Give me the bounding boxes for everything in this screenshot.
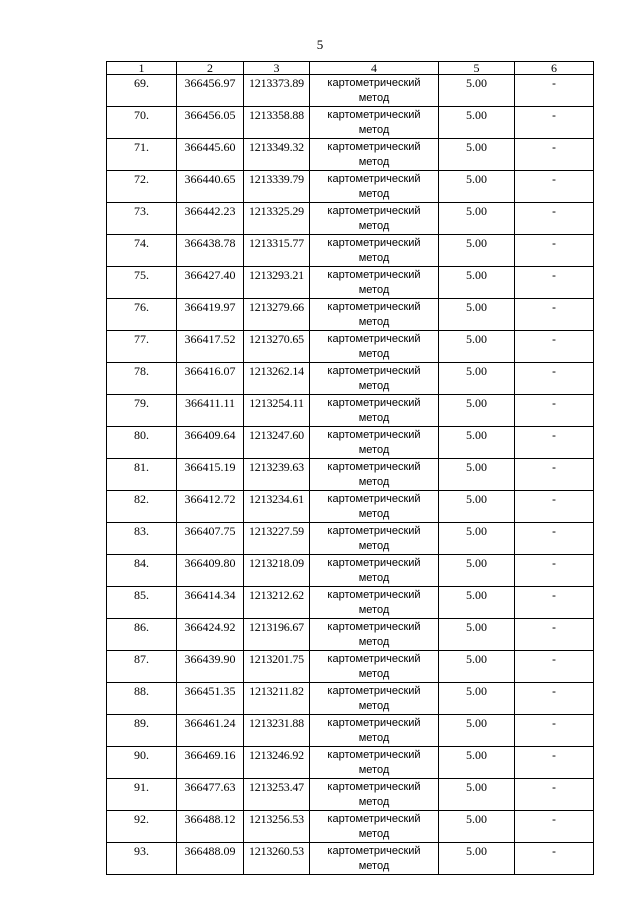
error-cell: 5.00	[439, 171, 515, 203]
table-row	[107, 203, 594, 235]
x-coordinate-cell: 366456.05	[177, 107, 244, 139]
method-line-1: картометрический	[327, 717, 421, 729]
table-row	[107, 459, 594, 491]
table-row	[107, 747, 594, 779]
table-row	[107, 427, 594, 459]
point-number-cell: 81.	[107, 459, 177, 491]
table-row	[107, 523, 594, 555]
method-line-2: метод	[358, 220, 390, 232]
method-line-2: метод	[358, 124, 390, 136]
y-coordinate-cell: 1213247.60	[244, 427, 310, 459]
method-line-2: метод	[358, 348, 390, 360]
table-row	[107, 331, 594, 363]
method-cell	[310, 715, 439, 747]
point-number-cell: 92.	[107, 811, 177, 843]
y-coordinate-cell: 1213211.82	[244, 683, 310, 715]
point-number-cell: 77.	[107, 331, 177, 363]
x-coordinate-cell: 366412.72	[177, 491, 244, 523]
error-cell: 5.00	[439, 491, 515, 523]
table-header	[107, 62, 594, 75]
point-number-cell: 82.	[107, 491, 177, 523]
x-coordinate-cell: 366451.35	[177, 683, 244, 715]
y-coordinate-cell: 1213234.61	[244, 491, 310, 523]
header-col-3: 3	[244, 62, 310, 75]
method-line-1: картометрический	[327, 461, 421, 473]
y-coordinate-cell: 1213325.29	[244, 203, 310, 235]
note-cell: -	[515, 683, 594, 715]
point-number-cell: 70.	[107, 107, 177, 139]
method-line-2: метод	[358, 540, 390, 552]
y-coordinate-cell: 1213262.14	[244, 363, 310, 395]
note-cell: -	[515, 843, 594, 875]
method-cell	[310, 587, 439, 619]
x-coordinate-cell: 366419.97	[177, 299, 244, 331]
method-line-2: метод	[358, 732, 390, 744]
point-number-cell: 89.	[107, 715, 177, 747]
point-number-cell: 84.	[107, 555, 177, 587]
point-number-cell: 76.	[107, 299, 177, 331]
method-line-2: метод	[358, 444, 390, 456]
point-number-cell: 74.	[107, 235, 177, 267]
method-cell	[310, 331, 439, 363]
method-cell	[310, 363, 439, 395]
error-cell: 5.00	[439, 747, 515, 779]
header-col-5: 5	[439, 62, 515, 75]
method-line-2: метод	[358, 508, 390, 520]
error-cell: 5.00	[439, 267, 515, 299]
note-cell: -	[515, 203, 594, 235]
y-coordinate-cell: 1213349.32	[244, 139, 310, 171]
method-line-2: метод	[358, 860, 390, 872]
header-col-6: 6	[515, 62, 594, 75]
note-cell: -	[515, 235, 594, 267]
table-row	[107, 779, 594, 811]
y-coordinate-cell: 1213196.67	[244, 619, 310, 651]
table-row	[107, 395, 594, 427]
error-cell: 5.00	[439, 683, 515, 715]
table-row	[107, 491, 594, 523]
header-col-4: 4	[310, 62, 439, 75]
method-cell	[310, 843, 439, 875]
method-line-1: картометрический	[327, 653, 421, 665]
method-line-1: картометрический	[327, 685, 421, 697]
table-row	[107, 171, 594, 203]
method-line-2: метод	[358, 700, 390, 712]
method-cell	[310, 395, 439, 427]
y-coordinate-cell: 1213279.66	[244, 299, 310, 331]
method-line-1: картометрический	[327, 589, 421, 601]
method-line-1: картометрический	[327, 749, 421, 761]
note-cell: -	[515, 139, 594, 171]
header-row	[107, 62, 594, 75]
point-number-cell: 90.	[107, 747, 177, 779]
method-cell	[310, 811, 439, 843]
note-cell: -	[515, 459, 594, 491]
method-cell	[310, 107, 439, 139]
table-row	[107, 651, 594, 683]
method-line-2: метод	[358, 156, 390, 168]
error-cell: 5.00	[439, 555, 515, 587]
table-row	[107, 235, 594, 267]
x-coordinate-cell: 366409.80	[177, 555, 244, 587]
x-coordinate-cell: 366424.92	[177, 619, 244, 651]
method-line-2: метод	[358, 604, 390, 616]
method-line-1: картометрический	[327, 365, 421, 377]
method-cell	[310, 235, 439, 267]
method-cell	[310, 747, 439, 779]
error-cell: 5.00	[439, 523, 515, 555]
method-line-2: метод	[358, 92, 390, 104]
error-cell: 5.00	[439, 427, 515, 459]
table-row	[107, 139, 594, 171]
note-cell: -	[515, 651, 594, 683]
x-coordinate-cell: 366469.16	[177, 747, 244, 779]
x-coordinate-cell: 366411.11	[177, 395, 244, 427]
x-coordinate-cell: 366488.12	[177, 811, 244, 843]
method-line-1: картометрический	[327, 109, 421, 121]
method-cell	[310, 267, 439, 299]
table-body	[107, 75, 594, 875]
error-cell: 5.00	[439, 107, 515, 139]
method-line-1: картометрический	[327, 429, 421, 441]
note-cell: -	[515, 427, 594, 459]
method-cell	[310, 459, 439, 491]
note-cell: -	[515, 811, 594, 843]
method-line-1: картометрический	[327, 845, 421, 857]
x-coordinate-cell: 366415.19	[177, 459, 244, 491]
x-coordinate-cell: 366440.65	[177, 171, 244, 203]
point-number-cell: 78.	[107, 363, 177, 395]
point-number-cell: 87.	[107, 651, 177, 683]
x-coordinate-cell: 366416.07	[177, 363, 244, 395]
page-number: 5	[316, 37, 324, 52]
method-line-1: картометрический	[327, 141, 421, 153]
y-coordinate-cell: 1213254.11	[244, 395, 310, 427]
y-coordinate-cell: 1213218.09	[244, 555, 310, 587]
header-col-1: 1	[107, 62, 177, 75]
method-line-1: картометрический	[327, 269, 421, 281]
error-cell: 5.00	[439, 843, 515, 875]
x-coordinate-cell: 366445.60	[177, 139, 244, 171]
method-line-2: метод	[358, 636, 390, 648]
x-coordinate-cell: 366427.40	[177, 267, 244, 299]
y-coordinate-cell: 1213212.62	[244, 587, 310, 619]
table-row	[107, 619, 594, 651]
error-cell: 5.00	[439, 331, 515, 363]
note-cell: -	[515, 395, 594, 427]
method-cell	[310, 75, 439, 107]
method-cell	[310, 683, 439, 715]
y-coordinate-cell: 1213239.63	[244, 459, 310, 491]
point-number-cell: 85.	[107, 587, 177, 619]
note-cell: -	[515, 779, 594, 811]
point-number-cell: 79.	[107, 395, 177, 427]
method-line-1: картометрический	[327, 205, 421, 217]
method-line-2: метод	[358, 284, 390, 296]
x-coordinate-cell: 366407.75	[177, 523, 244, 555]
error-cell: 5.00	[439, 75, 515, 107]
method-line-2: метод	[358, 380, 390, 392]
note-cell: -	[515, 491, 594, 523]
method-cell	[310, 139, 439, 171]
point-number-cell: 88.	[107, 683, 177, 715]
y-coordinate-cell: 1213315.77	[244, 235, 310, 267]
y-coordinate-cell: 1213373.89	[244, 75, 310, 107]
point-number-cell: 69.	[107, 75, 177, 107]
method-line-1: картометрический	[327, 813, 421, 825]
method-cell	[310, 203, 439, 235]
method-line-2: метод	[358, 572, 390, 584]
table-row	[107, 811, 594, 843]
table-row	[107, 267, 594, 299]
method-line-2: метод	[358, 476, 390, 488]
table-row	[107, 715, 594, 747]
error-cell: 5.00	[439, 587, 515, 619]
error-cell: 5.00	[439, 715, 515, 747]
x-coordinate-cell: 366442.23	[177, 203, 244, 235]
method-line-1: картометрический	[327, 397, 421, 409]
error-cell: 5.00	[439, 811, 515, 843]
note-cell: -	[515, 715, 594, 747]
method-cell	[310, 171, 439, 203]
method-line-2: метод	[358, 828, 390, 840]
error-cell: 5.00	[439, 779, 515, 811]
x-coordinate-cell: 366488.09	[177, 843, 244, 875]
note-cell: -	[515, 75, 594, 107]
y-coordinate-cell: 1213227.59	[244, 523, 310, 555]
method-line-1: картометрический	[327, 557, 421, 569]
point-number-cell: 91.	[107, 779, 177, 811]
note-cell: -	[515, 299, 594, 331]
error-cell: 5.00	[439, 651, 515, 683]
table-row	[107, 587, 594, 619]
method-line-2: метод	[358, 796, 390, 808]
method-line-2: метод	[358, 412, 390, 424]
note-cell: -	[515, 523, 594, 555]
point-number-cell: 73.	[107, 203, 177, 235]
table-row	[107, 843, 594, 875]
note-cell: -	[515, 555, 594, 587]
method-line-1: картометрический	[327, 77, 421, 89]
y-coordinate-cell: 1213339.79	[244, 171, 310, 203]
method-line-1: картометрический	[327, 621, 421, 633]
method-line-1: картометрический	[327, 525, 421, 537]
note-cell: -	[515, 331, 594, 363]
point-number-cell: 86.	[107, 619, 177, 651]
x-coordinate-cell: 366461.24	[177, 715, 244, 747]
note-cell: -	[515, 363, 594, 395]
method-line-2: метод	[358, 316, 390, 328]
y-coordinate-cell: 1213293.21	[244, 267, 310, 299]
table-row	[107, 683, 594, 715]
error-cell: 5.00	[439, 619, 515, 651]
error-cell: 5.00	[439, 203, 515, 235]
y-coordinate-cell: 1213246.92	[244, 747, 310, 779]
table-row	[107, 75, 594, 107]
method-cell	[310, 523, 439, 555]
y-coordinate-cell: 1213231.88	[244, 715, 310, 747]
coordinates-table	[106, 61, 594, 875]
method-cell	[310, 651, 439, 683]
point-number-cell: 71.	[107, 139, 177, 171]
x-coordinate-cell: 366477.63	[177, 779, 244, 811]
error-cell: 5.00	[439, 363, 515, 395]
method-line-2: метод	[358, 668, 390, 680]
x-coordinate-cell: 366438.78	[177, 235, 244, 267]
table-row	[107, 107, 594, 139]
table-row	[107, 555, 594, 587]
x-coordinate-cell: 366417.52	[177, 331, 244, 363]
y-coordinate-cell: 1213253.47	[244, 779, 310, 811]
note-cell: -	[515, 171, 594, 203]
x-coordinate-cell: 366409.64	[177, 427, 244, 459]
note-cell: -	[515, 587, 594, 619]
method-cell	[310, 619, 439, 651]
error-cell: 5.00	[439, 235, 515, 267]
error-cell: 5.00	[439, 299, 515, 331]
x-coordinate-cell: 366456.97	[177, 75, 244, 107]
x-coordinate-cell: 366439.90	[177, 651, 244, 683]
method-line-2: метод	[358, 188, 390, 200]
error-cell: 5.00	[439, 459, 515, 491]
table-row	[107, 363, 594, 395]
point-number-cell: 83.	[107, 523, 177, 555]
method-line-1: картометрический	[327, 781, 421, 793]
note-cell: -	[515, 267, 594, 299]
point-number-cell: 75.	[107, 267, 177, 299]
method-line-2: метод	[358, 764, 390, 776]
note-cell: -	[515, 747, 594, 779]
y-coordinate-cell: 1213270.65	[244, 331, 310, 363]
method-line-1: картометрический	[327, 237, 421, 249]
y-coordinate-cell: 1213358.88	[244, 107, 310, 139]
y-coordinate-cell: 1213201.75	[244, 651, 310, 683]
method-line-1: картометрический	[327, 301, 421, 313]
method-cell	[310, 427, 439, 459]
method-cell	[310, 555, 439, 587]
header-col-2: 2	[177, 62, 244, 75]
table-row	[107, 299, 594, 331]
point-number-cell: 93.	[107, 843, 177, 875]
method-cell	[310, 491, 439, 523]
note-cell: -	[515, 619, 594, 651]
method-line-1: картометрический	[327, 333, 421, 345]
method-cell	[310, 779, 439, 811]
point-number-cell: 72.	[107, 171, 177, 203]
y-coordinate-cell: 1213260.53	[244, 843, 310, 875]
error-cell: 5.00	[439, 395, 515, 427]
y-coordinate-cell: 1213256.53	[244, 811, 310, 843]
method-cell	[310, 299, 439, 331]
note-cell: -	[515, 107, 594, 139]
method-line-1: картометрический	[327, 173, 421, 185]
method-line-2: метод	[358, 252, 390, 264]
error-cell: 5.00	[439, 139, 515, 171]
point-number-cell: 80.	[107, 427, 177, 459]
method-line-1: картометрический	[327, 493, 421, 505]
x-coordinate-cell: 366414.34	[177, 587, 244, 619]
